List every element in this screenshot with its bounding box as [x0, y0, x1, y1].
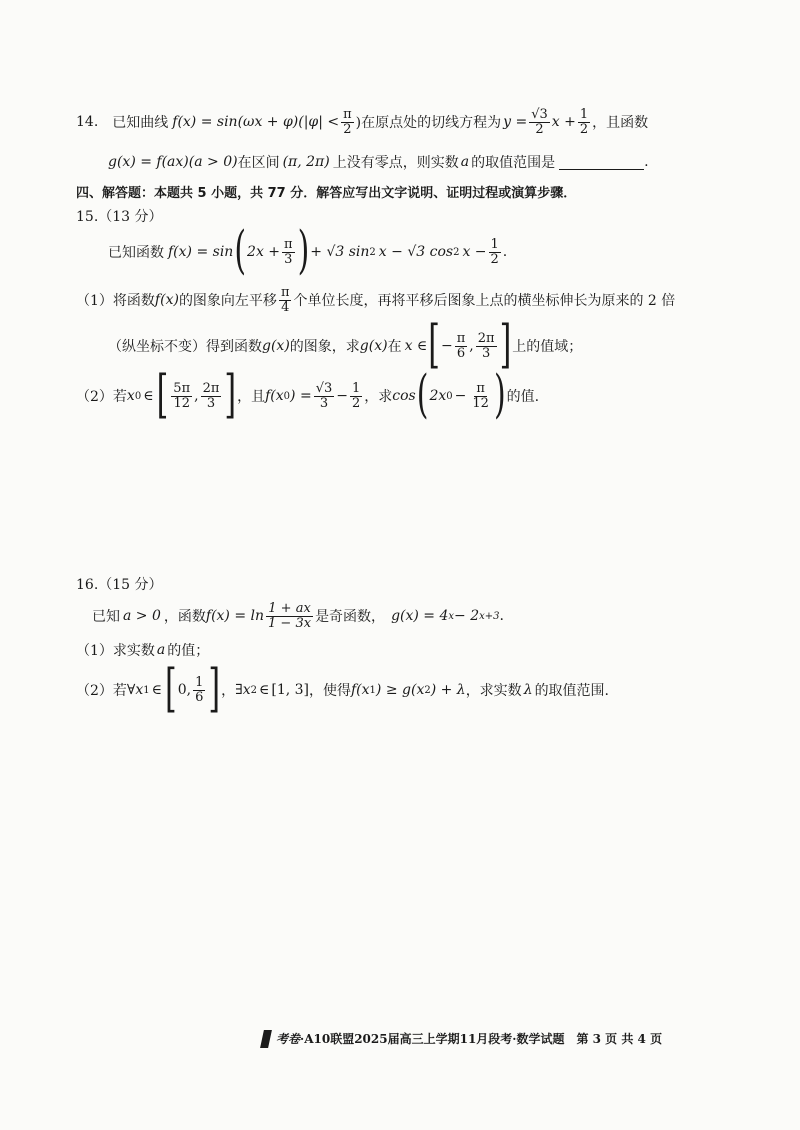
q14-text3: ，且函数 — [592, 115, 649, 131]
q15-p1c: 的图象向左平移 — [178, 293, 277, 309]
q16-p1c: 的值； — [167, 643, 210, 659]
q16-p2h: ，使得 — [309, 683, 351, 699]
q14-frac-sqrt3: $\frac{√3}{2}$ — [531, 106, 548, 137]
q16-in2: ∈ — [258, 682, 270, 698]
bracket-close3: ] — [208, 659, 221, 719]
paren-open2: ( — [416, 365, 429, 425]
q15-2x: 2x — [429, 388, 447, 404]
q15-minus2: − — [336, 388, 348, 404]
q14-formula: f(x) = sin(ωx + φ)(|φ| < — [172, 114, 340, 130]
q16-exp1: x — [448, 610, 455, 622]
q16-t2: ，函数 — [163, 609, 206, 625]
q14-a: a — [460, 154, 470, 170]
footer — [276, 1030, 662, 1047]
q16-lambda: λ — [523, 682, 533, 698]
q15-arg: 2x + — [247, 244, 281, 260]
q15-minus: x − — [462, 244, 487, 260]
q15-p2l: 的值. — [506, 389, 540, 405]
q16-exists: ∃x — [235, 682, 251, 698]
q16-exp2: x+3 — [479, 610, 500, 622]
q15-frac-pi3: $\frac{\pi}{3}$ — [284, 236, 293, 267]
q16-interval: [1, 3] — [271, 682, 309, 698]
sub0a: 0 — [134, 390, 142, 402]
q16-p2l: ，求实数 — [465, 683, 522, 699]
q15-heading: 15.（13 分） — [76, 209, 163, 225]
bracket-close: ] — [499, 315, 512, 375]
q14-text2: )在原点处的切线方程为 — [355, 115, 502, 131]
q15-p2h: ，求 — [364, 389, 393, 405]
answer-blank — [559, 155, 644, 170]
q14-xplus: x + — [551, 114, 576, 130]
q16-t1: 已知 — [92, 609, 120, 625]
q15-part1-line1 — [76, 282, 675, 318]
q16-sub2b: 2 — [424, 684, 431, 696]
bracket-open3: [ — [165, 659, 177, 719]
q14-t6: 的取值范围是 — [471, 155, 556, 171]
q15-frac-pi4: $\frac{\pi}{4}$ — [280, 284, 290, 315]
sq2: 2 — [453, 246, 460, 258]
q15-sin2: + √3 sin — [310, 244, 370, 260]
q15-frac-pi12: $\frac{\pi}{12}$ — [472, 380, 489, 411]
q15-frac-half2: $\frac{1}{2}$ — [352, 380, 361, 411]
sub0c: 0 — [446, 390, 453, 402]
q16-p2n: 的取值范围. — [534, 683, 610, 699]
q16-forall: ∀x — [126, 682, 144, 698]
q14-t4: 在区间 — [237, 155, 280, 171]
q15-p2a: （2）若 — [76, 389, 127, 405]
q16-p2d: ， — [221, 683, 236, 699]
q15-frac-pi6: $\frac{\pi}{6}$ — [456, 330, 466, 361]
q15-dot: . — [502, 244, 508, 260]
q16-fx1: f(x — [351, 682, 370, 698]
q14-t5: 上没有零点，则实数 — [332, 155, 459, 171]
q16-lambda-term: ) + λ — [430, 682, 466, 698]
q16-t3: 是奇函数， — [315, 609, 386, 625]
bracket-open: [ — [428, 315, 440, 375]
q14-number: 14. — [76, 114, 99, 130]
q15-frac-5pi12: $\frac{5\pi}{12}$ — [173, 380, 191, 411]
q16-dot: . — [499, 608, 504, 624]
q16-heading: 16.（15 分） — [76, 577, 163, 593]
q15-x0: x — [126, 388, 135, 404]
section-heading: 四、解答题：本题共 5 小题，共 77 分．解答应写出文字说明、证明过程或演算步骤． — [76, 186, 577, 201]
q16-p1b: a — [156, 642, 166, 658]
sq1: 2 — [369, 246, 376, 258]
q16-sub2: 2 — [250, 684, 257, 696]
q15-p1a: （1）将函数 — [76, 293, 155, 309]
paren-close: ) — [297, 221, 310, 281]
q15-p1b: f(x) — [154, 292, 179, 308]
q15-frac-sqrt3-3: $\frac{√3}{3}$ — [315, 380, 333, 411]
q16-p1a: （1）求实数 — [76, 643, 155, 659]
q15-frac-2pi3b: $\frac{2\pi}{3}$ — [202, 380, 220, 411]
q15-frac-half: $\frac{1}{2}$ — [490, 236, 499, 267]
footer-brand: 考卷 — [276, 1032, 301, 1046]
q15-comma: , — [469, 338, 474, 354]
q15-in: ∈ — [143, 388, 154, 404]
q16-zero: 0, — [177, 682, 192, 698]
q14-interval: (π, 2π) — [282, 154, 330, 170]
q16-p2a: （2）若 — [76, 683, 127, 699]
q15-fx: f(x) = sin — [168, 244, 234, 260]
q15-cos: cos — [392, 388, 416, 404]
bracket-close2: ] — [224, 365, 237, 425]
q15-minus3: − — [454, 388, 467, 404]
brand-logo-icon — [260, 1030, 272, 1048]
bracket-open2: [ — [156, 365, 169, 425]
q16-frac-1-6: $\frac{1}{6}$ — [195, 674, 204, 705]
q15-p1d: 个单位长度，再将平移后图象上点的横坐标伸长为原来的 2 倍 — [293, 293, 676, 309]
q16-fx: f(x) = ln — [205, 608, 265, 624]
q15-neg: − — [441, 338, 453, 354]
sub0b: 0 — [283, 390, 291, 402]
q16-g: g(x) = 4 — [391, 608, 449, 624]
q16-gx2: ) ≥ g(x — [375, 682, 425, 698]
q16-part1 — [76, 640, 209, 660]
q14-text: 已知曲线 — [112, 115, 169, 131]
q16-in1: ∈ — [151, 682, 163, 698]
q15-t1: 已知函数 — [108, 245, 164, 261]
q16-a-pos: a > 0 — [123, 608, 161, 624]
q15-p1k: 上的值域； — [512, 339, 583, 355]
q16-sub1: 1 — [143, 684, 150, 696]
q16-sub1b: 1 — [369, 684, 376, 696]
q16-frac-ln: $\frac{1 + ax}{1 - 3x}$ — [268, 600, 312, 631]
paren-open: ( — [234, 221, 247, 281]
paren-close2: ) — [493, 365, 506, 425]
q15-p1g: 的图象，求 — [289, 339, 360, 355]
q14-line1 — [76, 104, 648, 140]
q16-part2 — [76, 659, 610, 719]
q15-p2d: ，且 — [237, 389, 266, 405]
q15-p1e: （纵坐标不变）得到函数 — [108, 339, 262, 355]
q15-eq: ) = — [290, 388, 312, 404]
q14-line2 — [108, 150, 649, 174]
q15-function — [108, 221, 508, 281]
q15-cos2: x − √3 cos — [378, 244, 454, 260]
footer-text: ·A10联盟2025届高三上学期11月段考·数学试题 第 3 页 共 4 页 — [300, 1032, 663, 1046]
q15-part1-line2 — [108, 315, 583, 375]
q14-g: g(x) = f(ax)(a > 0) — [108, 154, 238, 170]
q15-part2 — [76, 365, 540, 425]
q14-frac-pi2: $\frac{\pi}{2}$ — [343, 106, 352, 137]
q14-y: y = — [503, 114, 528, 130]
q14-t7: . — [644, 154, 649, 170]
q15-p1j: x ∈ — [404, 338, 428, 354]
q16-function — [92, 596, 504, 636]
q14-frac-half: $\frac{1}{2}$ — [579, 106, 589, 137]
q15-frac-2pi3: $\frac{2\pi}{3}$ — [477, 330, 495, 361]
q15-p1f: g(x) — [262, 338, 290, 354]
q15-p1i: 在 — [387, 339, 402, 355]
q15-p1h: g(x) — [359, 338, 388, 354]
q15-comma2: , — [194, 388, 199, 404]
q15-fx0: f(x — [265, 388, 284, 404]
q16-g2: − 2 — [454, 608, 480, 624]
